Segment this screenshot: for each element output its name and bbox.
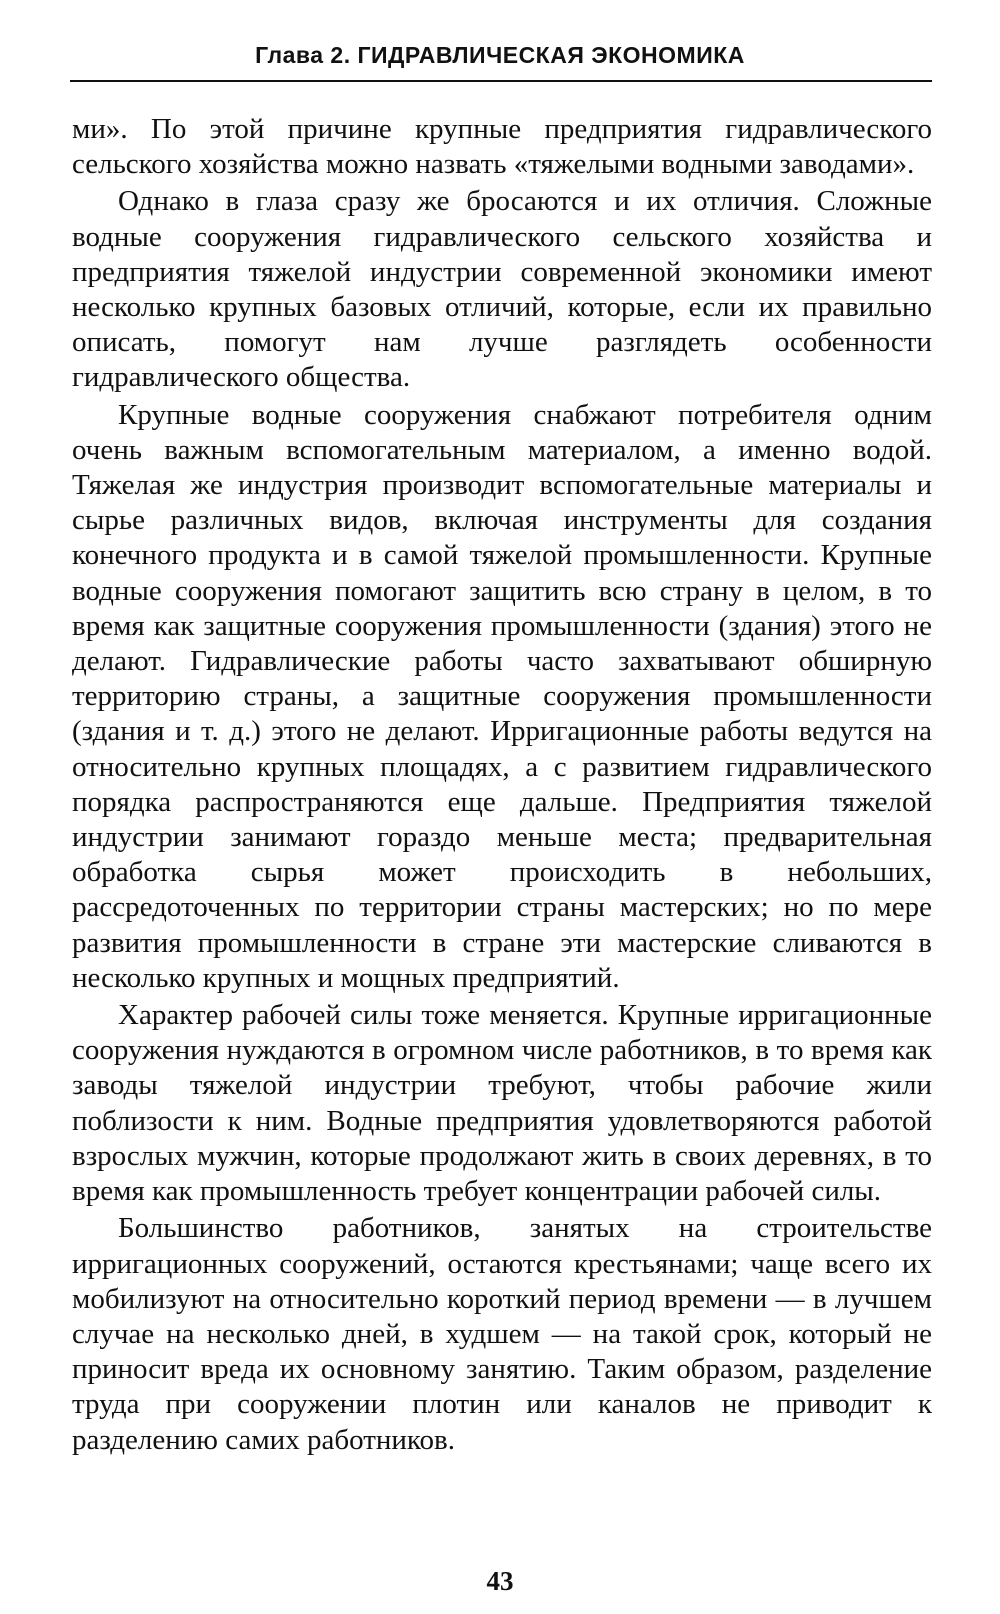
paragraph: Крупные водные сооружения снабжают потребителя одним очень важным вспомогательным материалом, а именно водой. Тяжелая же индустрия производит вспомогательные материалы и сырье различных видов, включая инструменты для создания конечного продукта и в самой тяжелой промышленности. Крупные водные сооружения помогают защитить всю страну в целом, в то время как защитные сооружения промышленности (здания) этого не делают. Гидравлические работы часто захватывают обширную территорию страны, а защитные сооружения промышленности (здания и т. д.) этого не делают. Ирригационные работы ведутся на относительно крупных площадях, а с развитием гидравлического порядка распространяются еще дальше. Предприятия тяжелой индустрии занимают гораздо меньше места; предварительная обработка сырья может происходить в небольших, рассредоточенных по территории страны мастерских; но по мере развития промышленности в стране эти мастерские сливаются в несколько крупных и мощных предприятий. [72, 398, 932, 994]
page-number: 43 [486, 1566, 514, 1596]
paragraph: Характер рабочей силы тоже меняется. Крупные ирригационные сооружения нуждаются в огромном числе работников, в то время как заводы тяжелой индустрии требуют, чтобы рабочие жили поблизости к ним. Водные предприятия удовлетворяются работой взрослых мужчин, которые продолжают жить в своих деревнях, в то время как промышленность требует концентрации рабочей силы. [72, 999, 932, 1208]
header-rule [70, 80, 932, 82]
paragraph: Большинство работников, занятых на строительстве ирригационных сооружений, остаются крестьянами; чаще всего их мобилизуют на относительно короткий период времени — в лучшем случае на несколько дней, в худшем — на такой срок, который не приносит вреда их основному занятию. Таким образом, разделение труда при сооружении плотин или каналов не приводит к разделению самих работников. [72, 1212, 932, 1456]
running-head: Глава 2. ГИДРАВЛИЧЕСКАЯ ЭКОНОМИКА [255, 42, 745, 68]
body-text [72, 112, 932, 1460]
paragraph: Однако в глаза сразу же бросаются и их отличия. Сложные водные сооружения гидравлического сельского хозяйства и предприятия тяжелой индустрии современной экономики имеют несколько крупных базовых отличий, которые, если их правильно описать, помогут нам лучше разглядеть особенности гидравлического общества. [72, 185, 932, 394]
paragraph: ми». По этой причине крупные предприятия гидравлического сельского хозяйства можно назвать «тяжелыми водными заводами». [72, 113, 932, 181]
